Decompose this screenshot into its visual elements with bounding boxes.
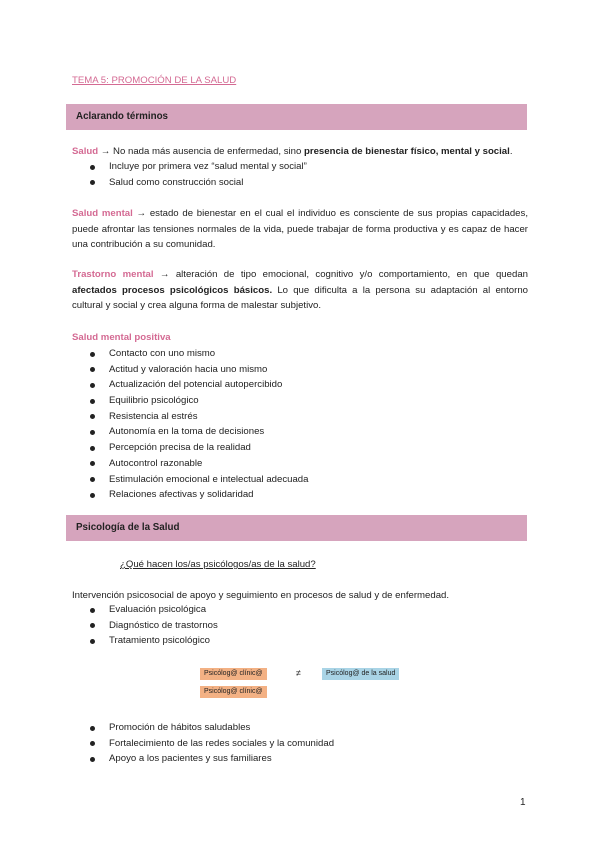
list-item: Salud como construcción social [72,175,307,191]
trastorno-text2: Lo que dificulta a la persona su adaptación al entorno cultural y social y crea alguna forma de malestar subjetivo. [72,284,528,311]
list-item: Tratamiento psicológico [72,633,218,649]
tag-psicologo-salud: Psicólog@ de la salud [322,668,399,680]
salud-mental-text: → estado de bienestar en el cual el individuo es consciente de sus propias capacidades, puede afrontar las tensiones normales de la vida, puede trabajar de forma productiva y es capaz de hacer una contribución a su comunidad. [72,208,528,250]
list-item: Equilibrio psicológico [72,393,308,409]
list-item: Contacto con uno mismo [72,346,308,362]
list-item: Apoyo a los pacientes y sus familiares [72,751,334,767]
list-item: Relaciones afectivas y solidaridad [72,487,308,503]
list-item: Evaluación psicológica [72,602,218,618]
salud-end: . [509,146,513,157]
not-equal-sign: ≠ [296,668,301,678]
question-heading: ¿Qué hacen los/as psicólogos/as de la salud? [120,559,316,570]
list-item: Autonomía en la toma de decisiones [72,424,308,440]
list-item: Autocontrol razonable [72,456,308,472]
list-item: Resistencia al estrés [72,409,308,425]
trastorno-text1: → alteración de tipo emocional, cognitivo y/o comportamiento, en que quedan [153,269,528,280]
section-heading-aclarando: Aclarando términos [66,104,527,130]
list-item: Diagnóstico de trastornos [72,618,218,634]
list-item: Actitud y valoración hacia uno mismo [72,362,308,378]
trastorno-bold: afectados procesos psicológicos básicos. [72,284,273,296]
final-bullets [72,720,334,767]
intervencion-text: Intervención psicosocial de apoyo y seguimiento en procesos de salud y de enfermedad. [72,590,450,601]
salud-text: → No nada más ausencia de enfermedad, sino [98,146,304,157]
term-salud-mental: Salud mental [72,208,133,219]
list-item: Promoción de hábitos saludables [72,720,334,736]
term-trastorno: Trastorno mental [72,269,154,280]
salud-definition [72,144,528,160]
document-title: TEMA 5: PROMOCIÓN DE LA SALUD [72,75,237,86]
trastorno-definition [72,267,528,314]
salud-mental-positiva-heading: Salud mental positiva [72,332,171,343]
list-item: Fortalecimiento de las redes sociales y la comunidad [72,736,334,752]
list-item: Incluye por primera vez “salud mental y social” [72,159,307,175]
tag-psicologo-clinico-2: Psicólog@ clínic@ [200,686,267,698]
list-item: Estimulación emocional e intelectual adecuada [72,472,308,488]
positiva-bullets [72,346,308,503]
tag-psicologo-clinico: Psicólog@ clínic@ [200,668,267,680]
list-item: Percepción precisa de la realidad [72,440,308,456]
section-heading-psicologia: Psicología de la Salud [66,515,527,541]
intervencion-bullets [72,602,218,649]
list-item: Actualización del potencial autopercibido [72,377,308,393]
page-number: 1 [520,797,526,808]
salud-bold: presencia de bienestar físico, mental y social [303,146,510,157]
term-salud: Salud [72,146,99,157]
salud-bullets [72,159,307,190]
salud-mental-definition [72,206,528,253]
